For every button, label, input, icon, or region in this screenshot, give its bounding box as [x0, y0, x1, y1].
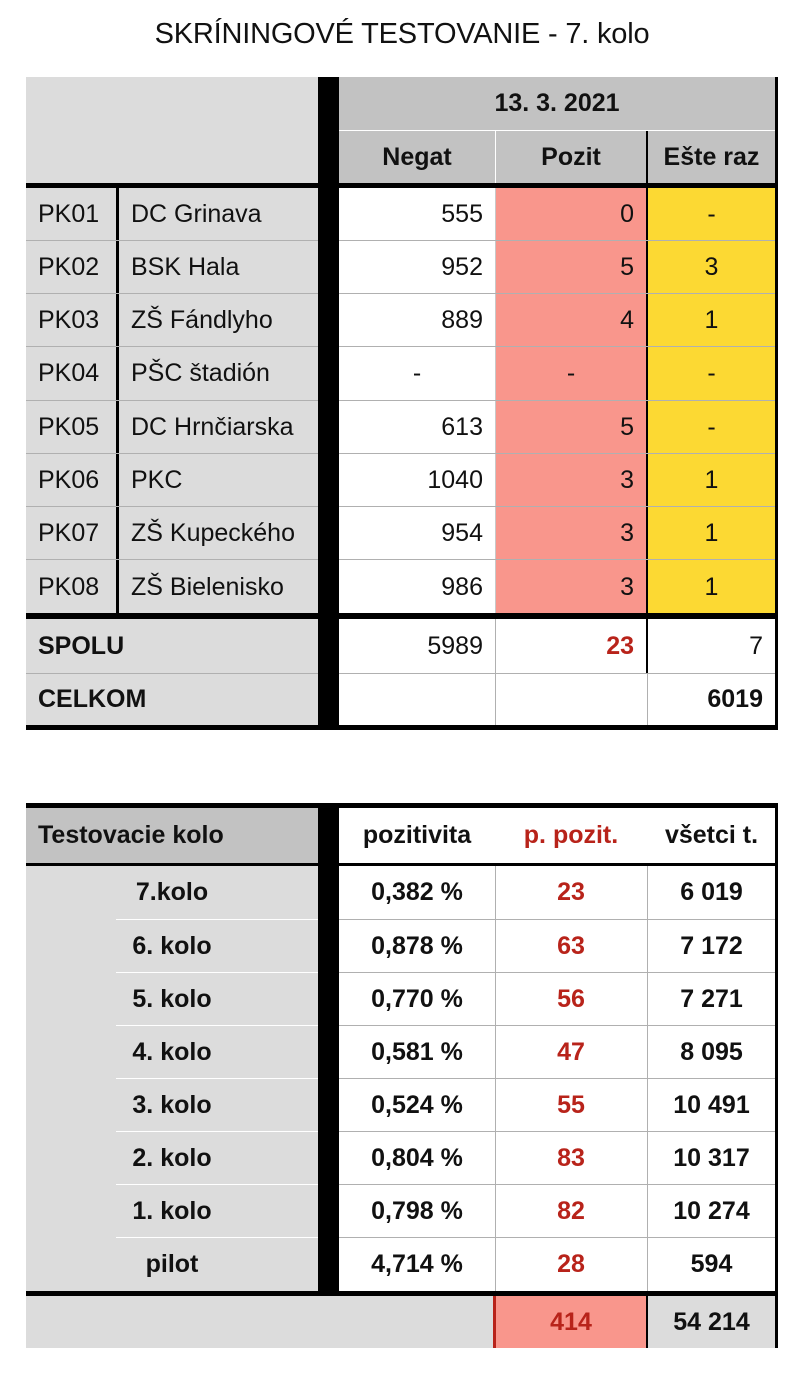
station-name: ZŠ Kupeckého [131, 519, 295, 547]
negat-value: - [412, 359, 422, 387]
round-label: 7.kolo [135, 878, 209, 906]
pozit-value: 3 [620, 519, 634, 547]
spolu-este-raz: 7 [749, 631, 763, 660]
celkom-label: CELKOM [38, 685, 147, 713]
station-name: DC Hrnčiarska [131, 413, 294, 441]
round-label: pilot [145, 1250, 199, 1278]
este-raz-value: 1 [704, 306, 719, 334]
station-code: PK01 [38, 200, 100, 228]
pozit-value: 5 [620, 253, 634, 281]
vsetci-value: 594 [690, 1250, 733, 1278]
round-label: 4. kolo [132, 1038, 212, 1066]
pozitivita-value: 0,878 % [371, 932, 463, 960]
p-pozit-value: 83 [557, 1144, 585, 1172]
celkom-value: 6019 [707, 685, 763, 713]
negat-value: 1040 [427, 466, 483, 494]
vsetci-value: 7 172 [680, 932, 743, 960]
p-pozit-value: 56 [557, 985, 585, 1013]
p-pozit-value: 28 [557, 1250, 585, 1278]
p-pozit-value: 47 [557, 1038, 585, 1066]
col-header-vsetci: všetci t. [664, 821, 759, 849]
pozit-value: 3 [620, 572, 634, 601]
col-header-p-pozit: p. pozit. [523, 821, 619, 849]
este-raz-value: - [707, 200, 716, 228]
station-code: PK04 [38, 359, 100, 387]
spolu-negat: 5989 [427, 631, 483, 660]
pozit-value: 3 [620, 466, 634, 494]
negat-value: 954 [441, 519, 483, 547]
spolu-label: SPOLU [38, 631, 125, 660]
vsetci-value: 6 019 [680, 878, 743, 906]
round-label: 2. kolo [132, 1144, 212, 1172]
p-pozit-value: 82 [557, 1197, 585, 1225]
station-name: DC Grinava [131, 200, 262, 228]
vsetci-value: 7 271 [680, 985, 743, 1013]
col-header-pozitivita: pozitivita [362, 821, 472, 849]
station-name: PKC [131, 466, 183, 494]
negat-value: 889 [441, 306, 483, 334]
pozitivita-value: 0,382 % [371, 878, 463, 906]
negat-value: 952 [441, 253, 483, 281]
negat-value: 555 [441, 200, 483, 228]
p-pozit-value: 63 [557, 932, 585, 960]
date-header: 13. 3. 2021 [494, 89, 620, 117]
station-name: BSK Hala [131, 253, 240, 281]
totals-label-area [26, 1296, 493, 1348]
page-title: SKRÍNINGOVÉ TESTOVANIE - 7. kolo [154, 18, 650, 50]
vsetci-value: 10 317 [673, 1144, 750, 1172]
pozitivita-value: 0,524 % [371, 1091, 463, 1119]
station-code: PK02 [38, 253, 100, 281]
pozitivita-value: 0,798 % [371, 1197, 463, 1225]
total-all-value: 54 214 [673, 1307, 750, 1336]
p-pozit-value: 23 [557, 878, 585, 906]
header-blank-cell [26, 77, 318, 184]
pozitivita-value: 0,804 % [371, 1144, 463, 1172]
pozit-value: - [566, 359, 576, 387]
negat-value: 613 [441, 413, 483, 441]
pozit-value: 0 [620, 200, 634, 228]
pozit-value: 4 [620, 306, 634, 334]
total-positive-value: 414 [550, 1307, 592, 1336]
round-label: 1. kolo [132, 1197, 212, 1225]
col-header-este-raz: Ešte raz [663, 143, 760, 171]
este-raz-value: 1 [704, 466, 719, 494]
vsetci-value: 10 491 [673, 1091, 750, 1119]
pozit-value: 5 [620, 413, 634, 441]
este-raz-value: 1 [704, 519, 719, 547]
vsetci-value: 10 274 [673, 1197, 750, 1225]
round-label: 3. kolo [132, 1091, 212, 1119]
p-pozit-value: 55 [557, 1091, 585, 1119]
vsetci-value: 8 095 [680, 1038, 743, 1066]
este-raz-value: - [707, 359, 716, 387]
col-header-negat: Negat [382, 143, 452, 171]
station-code: PK06 [38, 466, 100, 494]
este-raz-value: - [707, 413, 716, 441]
station-code: PK05 [38, 413, 100, 441]
station-code: PK03 [38, 306, 100, 334]
negat-value: 986 [441, 572, 483, 601]
round-label: 5. kolo [132, 985, 212, 1013]
col-header-pozit: Pozit [541, 143, 601, 171]
station-name: ZŠ Bielenisko [131, 572, 284, 601]
pozitivita-value: 0,581 % [371, 1038, 463, 1066]
station-name: ZŠ Fándlyho [131, 306, 273, 334]
station-name: PŠC štadión [131, 359, 270, 387]
este-raz-value: 3 [704, 253, 719, 281]
spolu-pozit: 23 [606, 631, 634, 660]
station-code: PK08 [38, 572, 100, 601]
pozitivita-value: 4,714 % [371, 1250, 463, 1278]
col-header-round: Testovacie kolo [38, 821, 224, 849]
este-raz-value: 1 [704, 572, 719, 601]
pozitivita-value: 0,770 % [371, 985, 463, 1013]
station-code: PK07 [38, 519, 100, 547]
round-label: 6. kolo [132, 932, 212, 960]
